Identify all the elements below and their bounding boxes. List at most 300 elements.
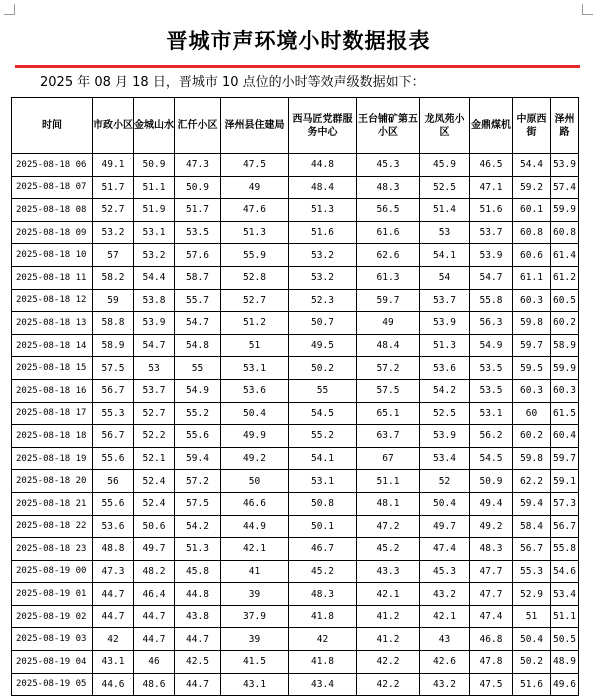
value-cell: 47.3 <box>93 560 134 583</box>
value-cell: 59.7 <box>357 289 420 312</box>
value-cell: 50.8 <box>289 492 357 515</box>
table-row <box>12 651 579 674</box>
title-divider-red-line <box>15 65 580 68</box>
value-cell: 56.2 <box>470 425 513 448</box>
value-cell: 41 <box>221 560 289 583</box>
value-cell: 48.4 <box>357 334 420 357</box>
value-cell: 56.3 <box>470 312 513 335</box>
value-cell: 48.8 <box>93 538 134 561</box>
value-cell: 61.3 <box>357 266 420 289</box>
value-cell: 41.2 <box>357 605 420 628</box>
value-cell: 57.2 <box>175 470 221 493</box>
value-cell: 51.6 <box>289 221 357 244</box>
value-cell: 46.6 <box>221 492 289 515</box>
value-cell: 48.4 <box>289 176 357 199</box>
value-cell: 60.4 <box>551 425 579 448</box>
value-cell: 54.2 <box>175 515 221 538</box>
value-cell: 50.6 <box>134 515 175 538</box>
value-cell: 53 <box>134 357 175 380</box>
value-cell: 47.3 <box>175 154 221 177</box>
value-cell: 49 <box>357 312 420 335</box>
value-cell: 53.9 <box>420 312 470 335</box>
value-cell: 58.8 <box>93 312 134 335</box>
table-row <box>12 312 579 335</box>
value-cell: 57.4 <box>551 176 579 199</box>
time-cell: 2025-08-18 23 <box>12 538 93 561</box>
value-cell: 42.1 <box>357 583 420 606</box>
time-cell: 2025-08-19 04 <box>12 651 93 674</box>
value-cell: 54 <box>420 266 470 289</box>
value-cell: 61.5 <box>551 402 579 425</box>
value-cell: 60.3 <box>551 379 579 402</box>
value-cell: 50.4 <box>420 492 470 515</box>
value-cell: 50.2 <box>513 651 551 674</box>
value-cell: 47.5 <box>470 673 513 696</box>
value-cell: 58.4 <box>513 515 551 538</box>
value-cell: 60.3 <box>513 289 551 312</box>
value-cell: 59.4 <box>513 492 551 515</box>
value-cell: 45.2 <box>357 538 420 561</box>
value-cell: 54.2 <box>420 379 470 402</box>
value-cell: 55.3 <box>513 560 551 583</box>
value-cell: 54.4 <box>513 154 551 177</box>
value-cell: 53.2 <box>134 244 175 267</box>
value-cell: 52.2 <box>134 425 175 448</box>
value-cell: 54.9 <box>175 379 221 402</box>
value-cell: 48.3 <box>470 538 513 561</box>
value-cell: 58.2 <box>93 266 134 289</box>
value-cell: 60.2 <box>551 312 579 335</box>
value-cell: 61.6 <box>357 221 420 244</box>
time-cell: 2025-08-19 01 <box>12 583 93 606</box>
value-cell: 53.5 <box>175 221 221 244</box>
value-cell: 53.7 <box>470 221 513 244</box>
value-cell: 54.4 <box>134 266 175 289</box>
value-cell: 49.9 <box>221 425 289 448</box>
column-header-site: 市政小区 <box>93 98 134 154</box>
value-cell: 59.8 <box>513 447 551 470</box>
value-cell: 59.7 <box>551 447 579 470</box>
value-cell: 46.8 <box>470 628 513 651</box>
value-cell: 51 <box>221 334 289 357</box>
time-cell: 2025-08-19 05 <box>12 673 93 696</box>
value-cell: 42.2 <box>357 651 420 674</box>
value-cell: 49.7 <box>420 515 470 538</box>
value-cell: 59 <box>93 289 134 312</box>
value-cell: 57.5 <box>93 357 134 380</box>
table-row <box>12 199 579 222</box>
table-row <box>12 560 579 583</box>
value-cell: 65.1 <box>357 402 420 425</box>
value-cell: 54.5 <box>470 447 513 470</box>
value-cell: 53.6 <box>93 515 134 538</box>
table-row <box>12 334 579 357</box>
value-cell: 43.1 <box>221 673 289 696</box>
value-cell: 60.3 <box>513 379 551 402</box>
value-cell: 51.6 <box>470 199 513 222</box>
value-cell: 51.3 <box>420 334 470 357</box>
value-cell: 56.7 <box>93 379 134 402</box>
value-cell: 49.5 <box>289 334 357 357</box>
value-cell: 67 <box>357 447 420 470</box>
value-cell: 48.3 <box>357 176 420 199</box>
value-cell: 56 <box>93 470 134 493</box>
time-cell: 2025-08-19 03 <box>12 628 93 651</box>
value-cell: 53.1 <box>134 221 175 244</box>
column-header-site: 泽州县住建局 <box>221 98 289 154</box>
time-cell: 2025-08-18 12 <box>12 289 93 312</box>
value-cell: 53.9 <box>551 154 579 177</box>
value-cell: 60.6 <box>513 244 551 267</box>
value-cell: 47.8 <box>470 651 513 674</box>
value-cell: 51.9 <box>134 199 175 222</box>
value-cell: 62.2 <box>513 470 551 493</box>
time-cell: 2025-08-18 15 <box>12 357 93 380</box>
value-cell: 43.2 <box>420 673 470 696</box>
table-row <box>12 289 579 312</box>
value-cell: 47.4 <box>470 605 513 628</box>
value-cell: 59.4 <box>175 447 221 470</box>
value-cell: 55.8 <box>551 538 579 561</box>
value-cell: 60.8 <box>551 221 579 244</box>
value-cell: 44.8 <box>175 583 221 606</box>
page-corner-mark-top-left <box>4 4 15 15</box>
value-cell: 54.7 <box>470 266 513 289</box>
value-cell: 60.1 <box>513 199 551 222</box>
table-row <box>12 628 579 651</box>
value-cell: 49.2 <box>470 515 513 538</box>
column-header-time: 时间 <box>12 98 93 154</box>
value-cell: 53.2 <box>289 244 357 267</box>
value-cell: 41.5 <box>221 651 289 674</box>
value-cell: 41.2 <box>357 628 420 651</box>
time-cell: 2025-08-18 22 <box>12 515 93 538</box>
value-cell: 55.7 <box>175 289 221 312</box>
value-cell: 59.2 <box>513 176 551 199</box>
value-cell: 49.1 <box>93 154 134 177</box>
value-cell: 51.3 <box>289 199 357 222</box>
value-cell: 51.6 <box>513 673 551 696</box>
value-cell: 51.1 <box>357 470 420 493</box>
value-cell: 52.9 <box>513 583 551 606</box>
value-cell: 52.7 <box>93 199 134 222</box>
value-cell: 61.2 <box>551 266 579 289</box>
value-cell: 46.4 <box>134 583 175 606</box>
value-cell: 50.9 <box>134 154 175 177</box>
value-cell: 53.6 <box>221 379 289 402</box>
value-cell: 51.4 <box>420 199 470 222</box>
report-title: 晋城市声环境小时数据报表 <box>166 29 431 53</box>
value-cell: 54.8 <box>175 334 221 357</box>
value-cell: 59.9 <box>551 357 579 380</box>
value-cell: 57 <box>93 244 134 267</box>
value-cell: 46 <box>134 651 175 674</box>
table-row <box>12 470 579 493</box>
value-cell: 43 <box>420 628 470 651</box>
value-cell: 59.9 <box>551 199 579 222</box>
value-cell: 50.1 <box>289 515 357 538</box>
value-cell: 44.7 <box>93 583 134 606</box>
value-cell: 50.2 <box>289 357 357 380</box>
value-cell: 53 <box>420 221 470 244</box>
value-cell: 50.9 <box>175 176 221 199</box>
value-cell: 45.3 <box>357 154 420 177</box>
value-cell: 43.8 <box>175 605 221 628</box>
table-row <box>12 583 579 606</box>
time-cell: 2025-08-18 19 <box>12 447 93 470</box>
value-cell: 53.4 <box>551 583 579 606</box>
value-cell: 53.5 <box>470 379 513 402</box>
table-row <box>12 176 579 199</box>
table-row <box>12 673 579 696</box>
value-cell: 49.2 <box>221 447 289 470</box>
column-header-site: 西马匠党群服务中心 <box>289 98 357 154</box>
value-cell: 52 <box>420 470 470 493</box>
value-cell: 63.7 <box>357 425 420 448</box>
value-cell: 50.4 <box>221 402 289 425</box>
value-cell: 54.1 <box>289 447 357 470</box>
value-cell: 45.8 <box>175 560 221 583</box>
value-cell: 44.7 <box>175 673 221 696</box>
time-cell: 2025-08-18 20 <box>12 470 93 493</box>
time-cell: 2025-08-18 10 <box>12 244 93 267</box>
value-cell: 44.7 <box>134 628 175 651</box>
value-cell: 51.2 <box>221 312 289 335</box>
value-cell: 42.1 <box>420 605 470 628</box>
value-cell: 60.2 <box>513 425 551 448</box>
value-cell: 61.4 <box>551 244 579 267</box>
column-header-site: 中原西街 <box>513 98 551 154</box>
value-cell: 42.1 <box>221 538 289 561</box>
value-cell: 57.5 <box>357 379 420 402</box>
value-cell: 55.8 <box>470 289 513 312</box>
value-cell: 53.7 <box>134 379 175 402</box>
table-row <box>12 154 579 177</box>
value-cell: 45.2 <box>289 560 357 583</box>
value-cell: 47.2 <box>357 515 420 538</box>
value-cell: 42 <box>289 628 357 651</box>
value-cell: 57.6 <box>175 244 221 267</box>
value-cell: 44.7 <box>134 605 175 628</box>
value-cell: 59.7 <box>513 334 551 357</box>
time-cell: 2025-08-18 21 <box>12 492 93 515</box>
value-cell: 53.8 <box>134 289 175 312</box>
value-cell: 50.9 <box>470 470 513 493</box>
value-cell: 52.1 <box>134 447 175 470</box>
time-cell: 2025-08-18 06 <box>12 154 93 177</box>
value-cell: 53.1 <box>221 357 289 380</box>
value-cell: 53.9 <box>470 244 513 267</box>
column-header-site: 汇仟小区 <box>175 98 221 154</box>
value-cell: 59.1 <box>551 470 579 493</box>
value-cell: 58.9 <box>551 334 579 357</box>
value-cell: 57.3 <box>551 492 579 515</box>
value-cell: 44.8 <box>289 154 357 177</box>
value-cell: 44.7 <box>175 628 221 651</box>
value-cell: 46.7 <box>289 538 357 561</box>
time-cell: 2025-08-18 07 <box>12 176 93 199</box>
page-corner-mark-top-right <box>582 4 593 15</box>
value-cell: 55.6 <box>93 447 134 470</box>
value-cell: 52.4 <box>134 470 175 493</box>
table-row <box>12 515 579 538</box>
value-cell: 52.5 <box>420 176 470 199</box>
column-header-site: 金城山水 <box>134 98 175 154</box>
value-cell: 56.5 <box>357 199 420 222</box>
value-cell: 53.4 <box>420 447 470 470</box>
value-cell: 42.5 <box>175 651 221 674</box>
value-cell: 49.7 <box>134 538 175 561</box>
value-cell: 46.5 <box>470 154 513 177</box>
value-cell: 52.4 <box>134 492 175 515</box>
value-cell: 60.5 <box>551 289 579 312</box>
table-row <box>12 266 579 289</box>
value-cell: 51.7 <box>93 176 134 199</box>
time-cell: 2025-08-19 02 <box>12 605 93 628</box>
value-cell: 42 <box>93 628 134 651</box>
value-cell: 53.2 <box>289 266 357 289</box>
table-row <box>12 447 579 470</box>
time-cell: 2025-08-19 00 <box>12 560 93 583</box>
value-cell: 47.1 <box>470 176 513 199</box>
value-cell: 48.3 <box>289 583 357 606</box>
value-cell: 44.7 <box>93 605 134 628</box>
value-cell: 43.4 <box>289 673 357 696</box>
value-cell: 61.1 <box>513 266 551 289</box>
value-cell: 53.9 <box>134 312 175 335</box>
value-cell: 50.7 <box>289 312 357 335</box>
report-intro-text: 2025 年 08 月 18 日，晋城市 10 点位的小时等效声级数据如下： <box>40 75 425 90</box>
value-cell: 55 <box>175 357 221 380</box>
table-row <box>12 402 579 425</box>
value-cell: 59.5 <box>513 357 551 380</box>
value-cell: 45.9 <box>420 154 470 177</box>
value-cell: 55.6 <box>93 492 134 515</box>
value-cell: 42.6 <box>420 651 470 674</box>
value-cell: 52.3 <box>289 289 357 312</box>
value-cell: 54.1 <box>420 244 470 267</box>
value-cell: 50.4 <box>513 628 551 651</box>
time-cell: 2025-08-18 14 <box>12 334 93 357</box>
value-cell: 53.1 <box>470 402 513 425</box>
value-cell: 50.5 <box>551 628 579 651</box>
value-cell: 60.8 <box>513 221 551 244</box>
value-cell: 51.3 <box>175 538 221 561</box>
time-cell: 2025-08-18 17 <box>12 402 93 425</box>
value-cell: 47.4 <box>420 538 470 561</box>
value-cell: 56.7 <box>93 425 134 448</box>
value-cell: 44.9 <box>221 515 289 538</box>
value-cell: 55.9 <box>221 244 289 267</box>
value-cell: 48.2 <box>134 560 175 583</box>
value-cell: 54.9 <box>470 334 513 357</box>
table-row <box>12 379 579 402</box>
value-cell: 51.1 <box>551 605 579 628</box>
table-body <box>12 154 579 696</box>
value-cell: 45.3 <box>420 560 470 583</box>
value-cell: 60 <box>513 402 551 425</box>
value-cell: 39 <box>221 628 289 651</box>
value-cell: 43.2 <box>420 583 470 606</box>
value-cell: 37.9 <box>221 605 289 628</box>
value-cell: 48.1 <box>357 492 420 515</box>
value-cell: 53.6 <box>420 357 470 380</box>
value-cell: 39 <box>221 583 289 606</box>
value-cell: 48.6 <box>134 673 175 696</box>
value-cell: 52.8 <box>221 266 289 289</box>
value-cell: 54.7 <box>175 312 221 335</box>
value-cell: 62.6 <box>357 244 420 267</box>
time-cell: 2025-08-18 18 <box>12 425 93 448</box>
value-cell: 54.5 <box>289 402 357 425</box>
table-row <box>12 538 579 561</box>
value-cell: 53.1 <box>289 470 357 493</box>
table-row <box>12 425 579 448</box>
time-cell: 2025-08-18 16 <box>12 379 93 402</box>
value-cell: 51.1 <box>134 176 175 199</box>
value-cell: 52.7 <box>221 289 289 312</box>
value-cell: 55.3 <box>93 402 134 425</box>
value-cell: 43.3 <box>357 560 420 583</box>
table-header-row <box>12 98 579 154</box>
value-cell: 51.3 <box>221 221 289 244</box>
table-row <box>12 357 579 380</box>
value-cell: 50 <box>221 470 289 493</box>
value-cell: 43.1 <box>93 651 134 674</box>
time-cell: 2025-08-18 08 <box>12 199 93 222</box>
value-cell: 51 <box>513 605 551 628</box>
value-cell: 55.2 <box>289 425 357 448</box>
value-cell: 58.7 <box>175 266 221 289</box>
value-cell: 44.6 <box>93 673 134 696</box>
value-cell: 55 <box>289 379 357 402</box>
value-cell: 49.6 <box>551 673 579 696</box>
table-row <box>12 605 579 628</box>
value-cell: 42.2 <box>357 673 420 696</box>
value-cell: 52.7 <box>134 402 175 425</box>
value-cell: 53.5 <box>470 357 513 380</box>
value-cell: 58.9 <box>93 334 134 357</box>
value-cell: 57.5 <box>175 492 221 515</box>
value-cell: 47.5 <box>221 154 289 177</box>
column-header-site: 龙凤苑小区 <box>420 98 470 154</box>
value-cell: 41.8 <box>289 605 357 628</box>
value-cell: 53.9 <box>420 425 470 448</box>
column-header-site: 王台铺矿第五小区 <box>357 98 420 154</box>
value-cell: 52.5 <box>420 402 470 425</box>
value-cell: 49 <box>221 176 289 199</box>
value-cell: 54.7 <box>134 334 175 357</box>
value-cell: 41.8 <box>289 651 357 674</box>
value-cell: 56.7 <box>513 538 551 561</box>
value-cell: 55.6 <box>175 425 221 448</box>
value-cell: 49.4 <box>470 492 513 515</box>
value-cell: 57.2 <box>357 357 420 380</box>
noise-data-table <box>11 97 579 696</box>
column-header-site: 金鼎煤机 <box>470 98 513 154</box>
value-cell: 53.2 <box>93 221 134 244</box>
time-cell: 2025-08-18 11 <box>12 266 93 289</box>
value-cell: 56.7 <box>551 515 579 538</box>
table-row <box>12 492 579 515</box>
value-cell: 47.6 <box>221 199 289 222</box>
value-cell: 48.9 <box>551 651 579 674</box>
value-cell: 54.6 <box>551 560 579 583</box>
column-header-site: 泽州路 <box>551 98 579 154</box>
value-cell: 53.7 <box>420 289 470 312</box>
table-row <box>12 244 579 267</box>
value-cell: 59.8 <box>513 312 551 335</box>
